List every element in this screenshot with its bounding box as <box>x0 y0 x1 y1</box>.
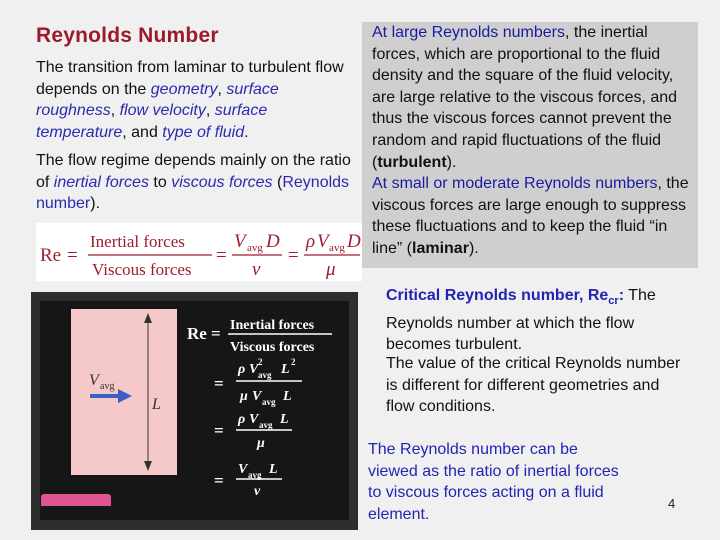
formula-re: Re <box>40 245 62 266</box>
board-inertial: Inertial forces <box>230 318 315 333</box>
regime-description-text <box>372 22 696 260</box>
critical-reynolds-note: The value of the critical Reynolds number is different for different geometries and flow conditions. <box>386 355 681 416</box>
board-sq-2: 2 <box>291 357 296 367</box>
p1-comma-2: , <box>110 102 120 119</box>
turbulent-close: ). <box>446 153 457 171</box>
surface-roughness-term: surface roughness <box>36 80 279 119</box>
board-avg-3: avg <box>259 420 273 430</box>
formula-mu: μ <box>326 259 336 280</box>
inset-avg: avg <box>100 381 115 392</box>
slide-title: Reynolds Number <box>36 24 219 47</box>
transition-paragraph <box>36 57 354 143</box>
critical-heading-colon: : <box>618 287 625 304</box>
p1-text-2: , and <box>122 123 163 141</box>
formula-viscous: Viscous forces <box>92 260 192 279</box>
viscous-forces-term: viscous forces <box>171 173 273 191</box>
board-l-3: L <box>280 412 289 427</box>
board-l-2: L <box>283 389 292 404</box>
board-eq-1: = <box>214 374 224 393</box>
p1-comma-1: , <box>217 80 227 98</box>
reynolds-formula-box <box>36 223 362 281</box>
geometry-term: geometry <box>150 80 218 98</box>
chalk-piece <box>41 494 111 506</box>
formula-eq-1: = <box>67 245 78 266</box>
reynolds-formula <box>36 223 362 281</box>
turbulent-term: turbulent <box>377 153 447 171</box>
laminar-term: laminar <box>412 239 469 257</box>
board-sq-1: 2 <box>258 357 263 367</box>
formula-avg-1: avg <box>247 242 263 254</box>
p2-text-3: ( <box>272 173 283 191</box>
chalkboard-derivation <box>40 301 349 520</box>
board-mu-1: μ <box>240 389 248 404</box>
critical-reynolds-definition <box>386 285 686 356</box>
large-reynolds-text: , the inertial forces, which are proportional to the fluid density and the square of the fluid velocity, are large relative to the viscous forces, and thus the viscous forces cannot prevent the random and rapid fluctuations of the fluid ( <box>372 24 678 171</box>
flow-regime-paragraph <box>36 150 354 215</box>
page-number: 4 <box>668 496 676 511</box>
flow-velocity-term: flow velocity <box>119 102 206 119</box>
inset-l: L <box>152 396 161 413</box>
board-v-1: V <box>249 362 259 377</box>
p1-text-1: The transition from laminar to turbulent flow depends on the <box>36 59 344 98</box>
critical-heading-text: Critical Reynolds number, Re <box>386 287 609 304</box>
board-avg-4: avg <box>248 470 262 480</box>
formula-d-1: D <box>266 231 280 252</box>
critical-reynolds-body: The Reynolds number at which the flow becomes turbulent. <box>386 287 656 354</box>
surface-temperature-term: surface temperature <box>36 102 268 141</box>
board-nu: ν <box>254 484 261 499</box>
small-reynolds-term: At small or moderate Reynolds numbers <box>372 175 658 193</box>
inertial-forces-term: inertial forces <box>53 173 149 191</box>
ratio-interpretation-text: The Reynolds number can be viewed as the ratio of inertial forces to viscous forces acting on a fluid element. <box>368 441 619 523</box>
board-viscous: Viscous forces <box>230 340 315 355</box>
small-reynolds-text: , the viscous forces are large enough to suppress these fluctuations and to keep the fluid “in line” ( <box>372 175 689 257</box>
board-rho-2: ρ <box>238 412 246 427</box>
type-of-fluid-term: type of fluid <box>162 123 245 141</box>
formula-eq-2: = <box>216 245 227 266</box>
board-eq-0: = <box>211 324 221 343</box>
formula-rho: ρ <box>306 231 316 252</box>
formula-v-2: V <box>317 231 329 252</box>
board-rho-1: ρ <box>238 362 246 377</box>
formula-inertial: Inertial forces <box>90 232 185 251</box>
large-reynolds-term: At large Reynolds numbers <box>372 24 565 41</box>
reynolds-number-term: Reynolds number <box>36 173 350 212</box>
laminar-close: ). <box>468 239 479 257</box>
p1-text-3: . <box>244 123 249 141</box>
inset-v: V <box>89 372 99 389</box>
formula-v-1: V <box>234 231 246 252</box>
critical-reynolds-heading <box>386 287 625 308</box>
board-l-4: L <box>269 462 278 477</box>
p2-text-4: ). <box>90 195 101 212</box>
chalkboard <box>40 301 349 520</box>
p2-text-2: to <box>148 173 172 191</box>
board-l-1: L <box>281 362 290 377</box>
board-v-2: V <box>252 389 262 404</box>
board-avg-1: avg <box>258 370 272 380</box>
formula-d-2: D <box>347 231 361 252</box>
critical-heading-sub: cr <box>608 295 619 308</box>
board-re: Re <box>187 324 207 343</box>
p2-text-1: The flow regime depends mainly on the ratio of <box>36 152 351 191</box>
board-avg-2: avg <box>262 397 276 407</box>
formula-nu: ν <box>252 259 261 280</box>
p1-comma-3: , <box>205 102 215 119</box>
board-v-4: V <box>238 462 248 477</box>
board-mu-2: μ <box>257 436 265 451</box>
board-eq-2: = <box>214 421 224 440</box>
formula-eq-3: = <box>288 245 299 266</box>
board-eq-3: = <box>214 471 224 490</box>
formula-avg-2: avg <box>329 242 345 254</box>
board-v-3: V <box>249 412 259 427</box>
